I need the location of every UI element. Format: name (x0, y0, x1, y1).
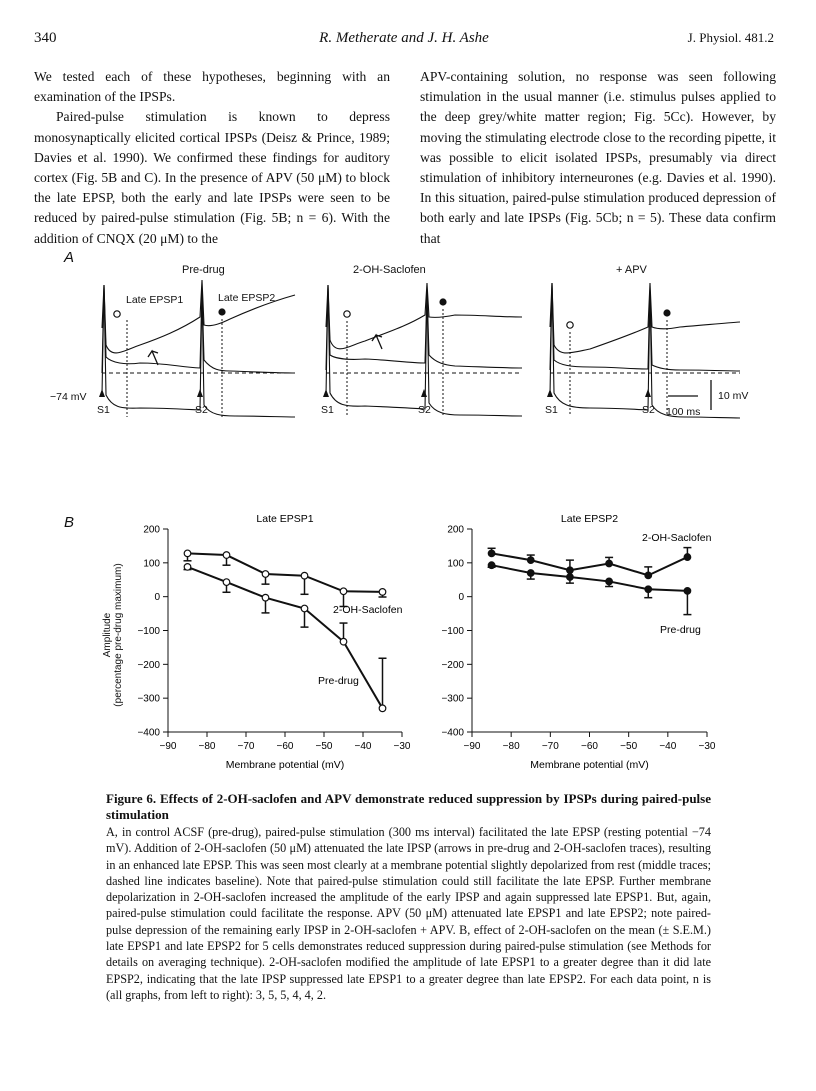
data-point (684, 554, 691, 561)
filled-circle-marker (218, 308, 225, 315)
y-axis-label-line2: (percentage pre-drug maximum) (113, 563, 124, 707)
data-point (340, 588, 347, 595)
label-s2: S2 (418, 404, 431, 416)
data-point (567, 574, 574, 581)
panel-b-label: B (64, 514, 75, 531)
y-tick-label: −100 (441, 626, 464, 637)
x-tick-label: −50 (620, 741, 638, 752)
stimulus-triangle-icon (99, 389, 105, 397)
label-s1: S1 (321, 404, 334, 416)
x-tick-label: −70 (541, 741, 559, 752)
data-point (379, 705, 386, 712)
data-point (567, 567, 574, 574)
open-circle-marker (344, 311, 350, 317)
data-point (301, 572, 308, 579)
paragraph-hypotheses: We tested each of these hypotheses, beginning with an examination of the IPSPs. (34, 69, 390, 105)
series-line-2-oh-saclofen (188, 553, 383, 592)
data-point (223, 552, 230, 559)
label-late-epsp2: Late EPSP2 (218, 292, 276, 304)
x-tick-label: −30 (393, 741, 411, 752)
data-point (262, 571, 269, 578)
figure-6 (50, 245, 780, 780)
y-tick-label: 0 (154, 592, 160, 604)
data-point (527, 570, 534, 577)
data-point (301, 605, 308, 612)
series-label: Pre-drug (660, 624, 701, 636)
y-tick-label: −400 (441, 727, 464, 739)
y-tick-label: −300 (441, 693, 464, 705)
x-tick-label: −40 (354, 741, 372, 752)
label-s1: S1 (97, 404, 110, 416)
filled-circle-marker (439, 298, 446, 305)
y-tick-label: −100 (137, 626, 160, 637)
figure-caption (106, 791, 711, 1003)
y-tick-label: −200 (137, 659, 160, 671)
chart-title: Late EPSP1 (256, 513, 314, 525)
trace-title-apv: + APV (616, 264, 647, 276)
y-tick-label: −400 (137, 727, 160, 739)
data-point (223, 579, 230, 586)
data-point (606, 578, 613, 585)
y-tick-label: 100 (143, 558, 160, 570)
data-point (645, 572, 652, 579)
stimulus-triangle-icon (323, 389, 329, 397)
label-late-epsp1: Late EPSP1 (126, 294, 184, 306)
data-point (488, 562, 495, 569)
page-number: 340 (34, 30, 57, 46)
page-header (34, 30, 774, 50)
y-axis-label-line1: Amplitude (102, 612, 113, 658)
y-tick-label: −300 (137, 693, 160, 705)
y-tick-label: 100 (447, 558, 464, 570)
x-tick-label: −80 (198, 741, 216, 752)
stimulus-triangle-icon (645, 389, 651, 397)
x-tick-label: −40 (659, 741, 677, 752)
chart-late-epsp2 (441, 513, 715, 771)
caption-text: A, in control ACSF (pre-drug), paired-pulse stimulation (300 ms interval) facilitated the late EPSP (resting potential −74 mV). Addition of 2-OH-saclofen (50 μM) attenuated the late IPSP (arrows in pre-drug and 2-OH-saclofen traces), resulting in an enhanced late EPSP. This was seen most clearly at a membrane potential slightly depolarized from rest (middle traces; dashed line indicates baseline). Note that paired-pulse stimulation could still facilitate the late EPSP. Further membrane depolarization in 2-OH-saclofen increased the amplitude of the early IPSP and again suppressed late EPSP1. But, again, paired-pulse stimulation could facilitate the response. APV (50 μM) attenuated late EPSP1 and late EPSP2; note paired-pulse depression of the remaining early IPSP in 2-OH-saclofen + APV. B, effect of 2-OH-saclofen on the mean (± S.E.M.) late EPSP1 and late EPSP2 for 5 cells demonstrates reduced suppression during paired-pulse stimulation (see Methods for details on averaging technique). 2-OH-saclofen modified the amplitude of late EPSP1 to a greater degree than it did late EPSP2, indicating that the late IPSP suppressed late EPSP1 to a greater degree than late EPSP2. For each data point, n is (all graphs, from left to right): 3, 5, 5, 4, 4, 2. (106, 825, 711, 1002)
x-tick-label: −60 (276, 741, 294, 752)
data-point (645, 586, 652, 593)
series-line-pre-drug (188, 567, 383, 708)
paragraph-paired-pulse: Paired-pulse stimulation is known to depress monosynaptically elicited cortical IPSPs (Deisz & Prince, 1989; Davies et al. 1990). We confirmed these findings for auditory cortex (Fig. 5B and C). In the presence of APV (50 μM) to block the late EPSP, both the early and late IPSPs were seen to be reduced by paired-pulse stimulation (Fig. 5B; n = 6). With the addition of CNQX (20 μM) to the (34, 109, 390, 246)
data-point (379, 589, 386, 596)
journal-reference: J. Physiol. 481.2 (687, 30, 774, 45)
data-point (184, 550, 191, 557)
x-axis-label: Membrane potential (mV) (530, 759, 649, 771)
panel-a-label: A (64, 249, 75, 266)
label-s2: S2 (642, 404, 655, 416)
x-tick-label: −70 (237, 741, 255, 752)
figure-6-svg (50, 245, 780, 780)
stimulus-triangle-icon (421, 389, 427, 397)
x-tick-label: −80 (502, 741, 520, 752)
data-point (262, 594, 269, 601)
data-point (340, 638, 347, 645)
y-tick-label: 0 (458, 592, 464, 604)
x-tick-label: −50 (315, 741, 333, 752)
y-tick-label: 200 (143, 524, 160, 536)
body-text-right-column (420, 67, 776, 249)
series-label: Pre-drug (318, 675, 359, 687)
scale-time-label: 100 ms (666, 406, 701, 418)
trace-title-saclofen: 2-OH-Saclofen (353, 264, 426, 276)
label-s2: S2 (195, 404, 208, 416)
y-tick-label: −200 (441, 659, 464, 671)
label-s1: S1 (545, 404, 558, 416)
series-label: 2-OH-Saclofen (333, 604, 403, 616)
data-point (606, 560, 613, 567)
caption-title: Figure 6. Effects of 2-OH-saclofen and APV demonstrate reduced suppression by IPSPs during paired-pulse stimulation (106, 791, 711, 822)
x-axis-label: Membrane potential (mV) (225, 759, 345, 771)
series-line-pre-drug (492, 565, 688, 591)
data-point (184, 564, 191, 571)
body-text-left-column (34, 67, 390, 249)
running-authors: R. Metherate and J. H. Ashe (319, 30, 489, 46)
open-circle-marker (114, 311, 120, 317)
paragraph-apv-solution: APV-containing solution, no response was seen following stimulation in the usual manner (i.e. stimulus pulses applied to the deep grey/white matter region; Fig. 5Cc). However, by moving the stimulating electrode close to the recording pipette, it was possible to elicit isolated IPSPs, presumably via direct stimulation of inhibitory interneurones (e.g. Davies et al. 1990). In this situation, paired-pulse stimulation produced depression of both early and late IPSPs (Fig. 5Cb; n = 5). These data confirm that (420, 69, 776, 246)
trace-title-predrug: Pre-drug (182, 264, 225, 276)
x-tick-label: −30 (698, 741, 716, 752)
scale-voltage-label: 10 mV (718, 390, 749, 402)
data-point (488, 550, 495, 557)
x-tick-label: −90 (463, 741, 481, 752)
x-tick-label: −60 (581, 741, 598, 752)
data-point (684, 588, 691, 595)
chart-title: Late EPSP2 (560, 513, 619, 525)
arrow-icon (372, 335, 382, 349)
y-tick-label: 200 (447, 524, 464, 536)
stimulus-triangle-icon (197, 389, 203, 397)
x-tick-label: −90 (159, 741, 177, 752)
chart-late-epsp1 (137, 513, 410, 771)
data-point (527, 557, 534, 564)
label-resting-potential: −74 mV (50, 391, 87, 403)
series-label: 2-OH-Saclofen (642, 532, 712, 544)
open-circle-marker (567, 322, 573, 328)
filled-circle-marker (663, 309, 670, 316)
stimulus-triangle-icon (547, 389, 553, 397)
